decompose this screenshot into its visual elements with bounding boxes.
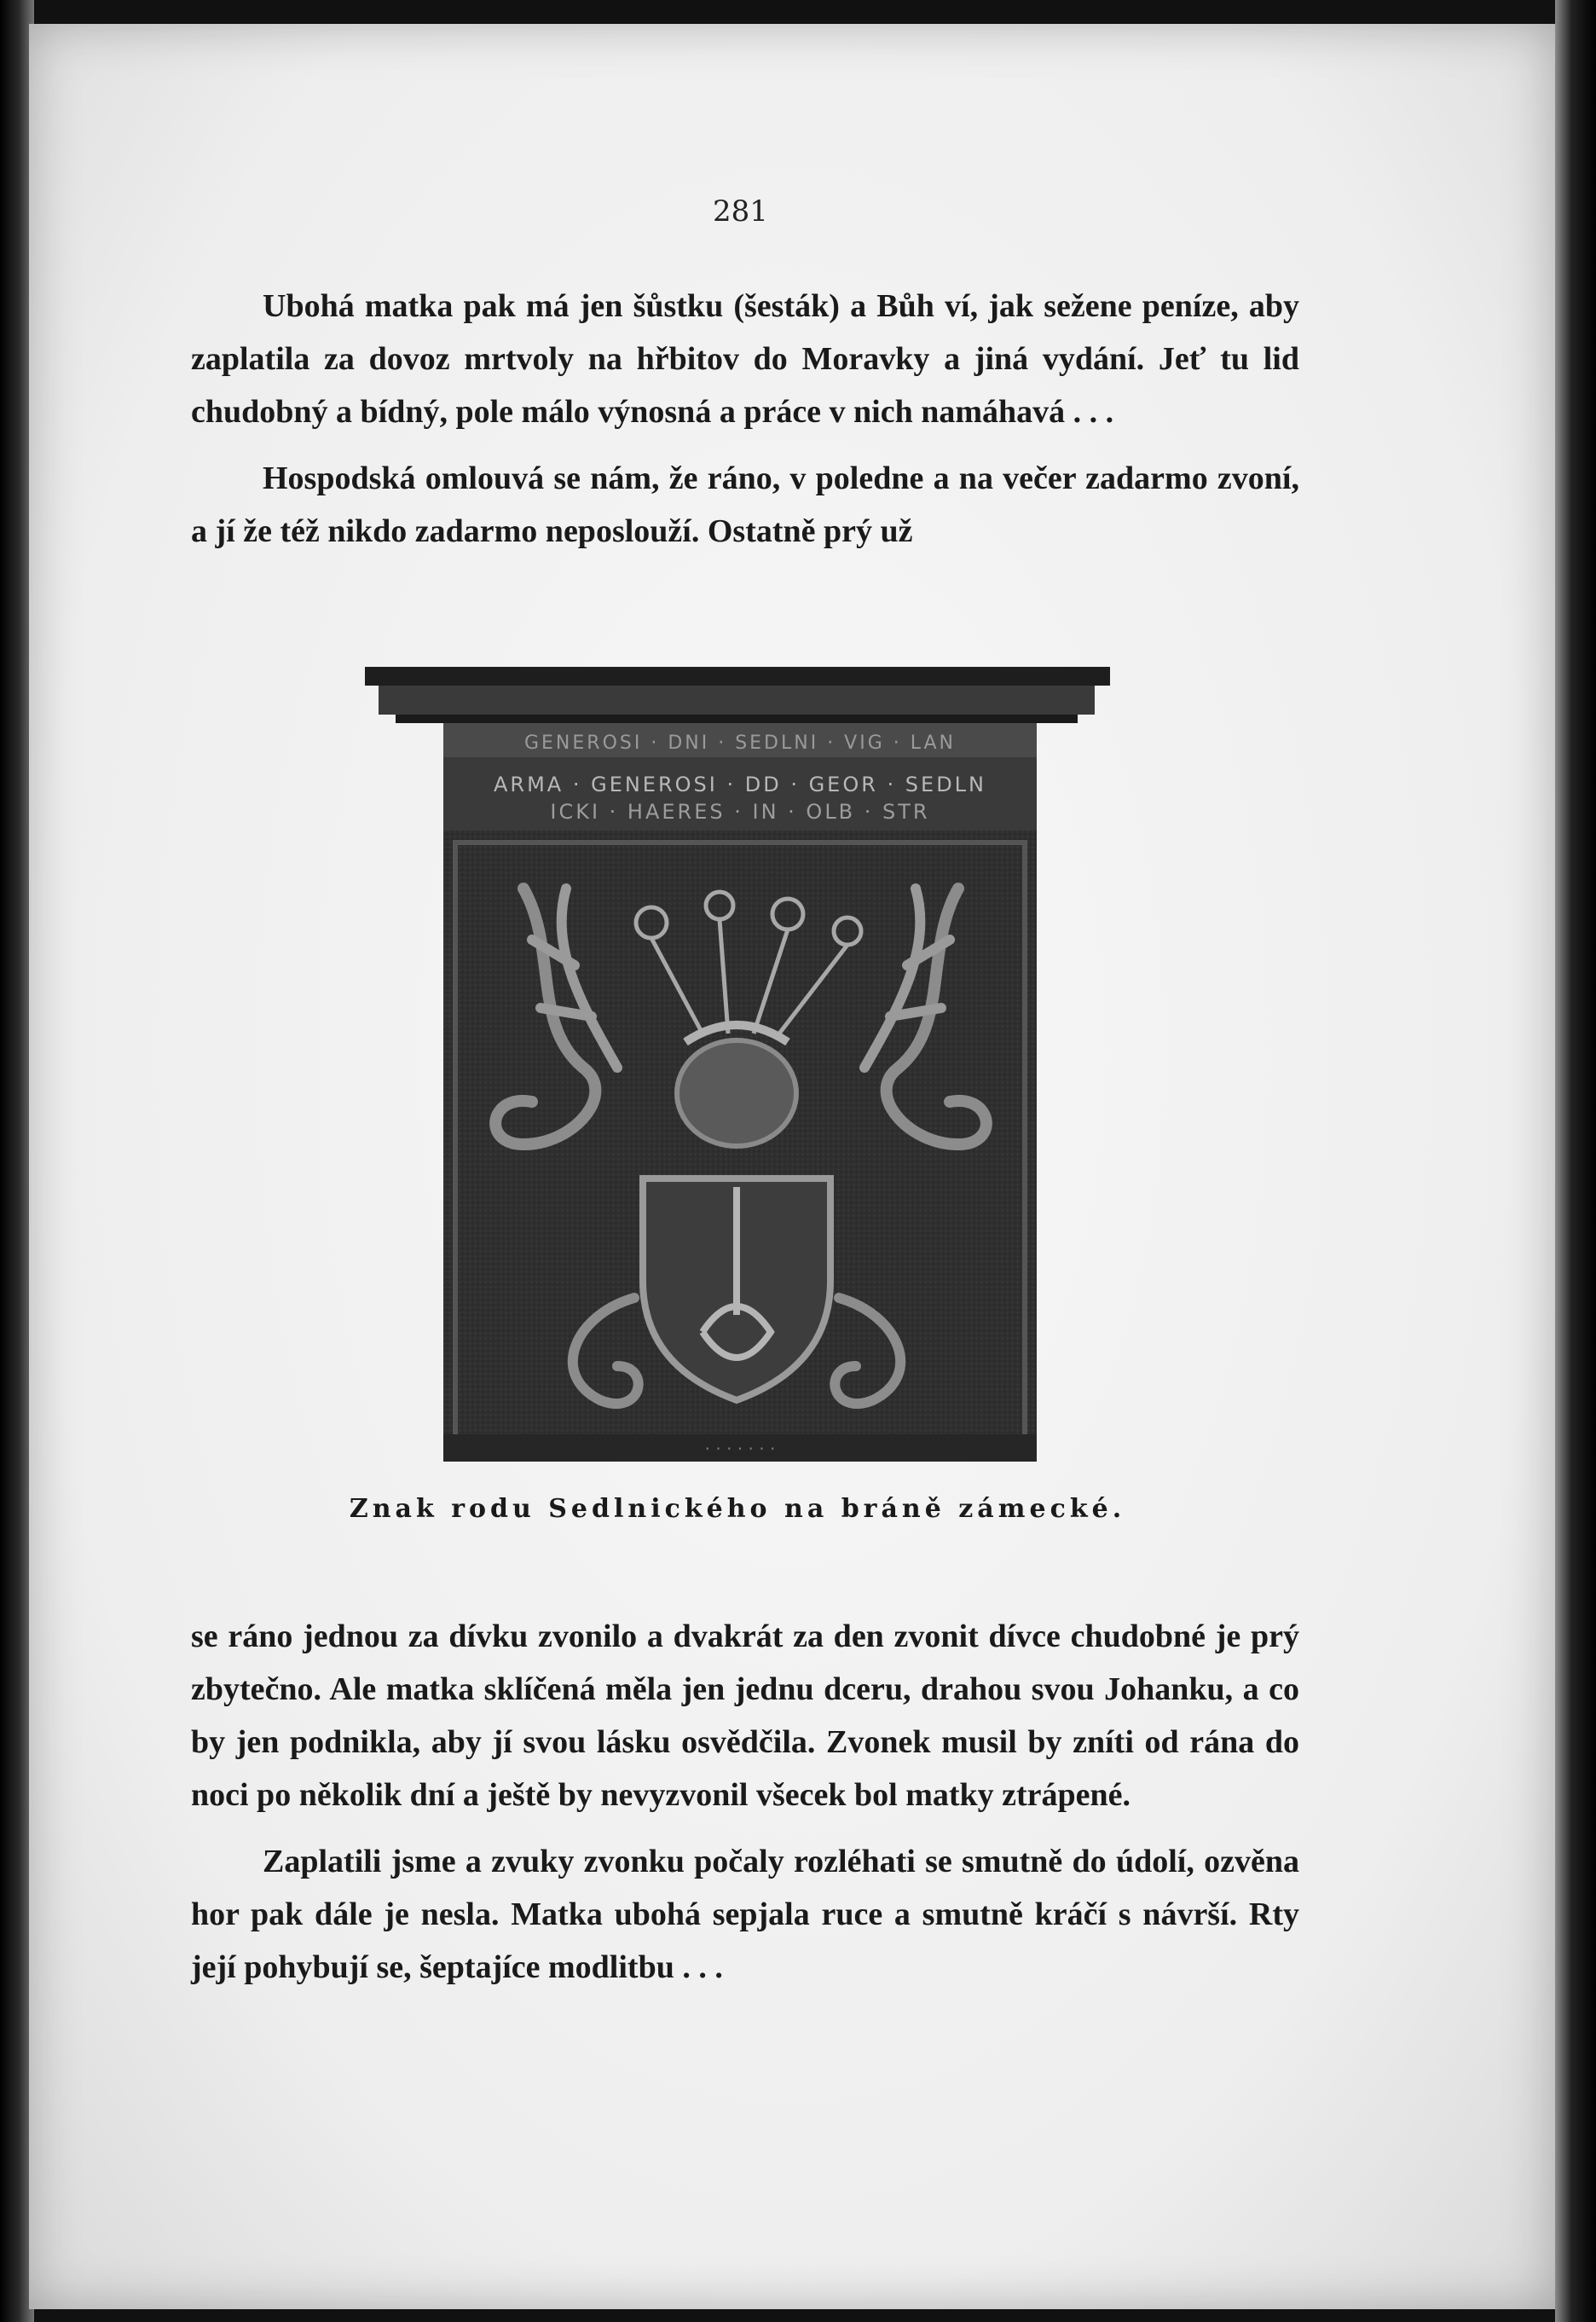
paragraph: se ráno jednou za dívku zvonilo a dvakrát za den zvonit dívce chudobné je prý zbytečno. Ale matka sklíčená měla jen jednu dceru, drahou svou Johanku, a co by jen podnikla, aby jí svou lásku osvědčila. Zvonek musil by zníti od rána do noci po několik dní a ještě by nevyzvonil všecek bol matky ztrápené. bbox=[191, 1618, 1299, 1813]
right-binding-edge bbox=[1555, 0, 1596, 2322]
inscription-top: GENEROSI · DNI · SEDLNI · VIG · LAN bbox=[523, 733, 957, 754]
text-block-top bbox=[191, 280, 1299, 558]
paragraph: Zaplatili jsme a zvuky zvonku počaly rozléhati se smutně do údolí, ozvěna hor pak dále je nesla. Matka ubohá sepjala ruce a smutně kráčí s návrší. Rty její pohybují se, šeptajíce modlitbu . . . bbox=[191, 1844, 1299, 1985]
page-number: 281 bbox=[713, 194, 768, 229]
plate-cornice-lower bbox=[379, 686, 1095, 715]
inscription-line-2: ICKI · HAERES · IN · OLB · STR bbox=[550, 800, 930, 824]
coat-of-arms-illustration bbox=[361, 667, 1113, 1475]
paragraph: Ubohá matka pak má jen šůstku (šesták) a Bůh ví, jak sežene peníze, aby zaplatila za dovoz mrtvoly na hřbitov do Moravky a jiná vydání. Jeť tu lid chudobný a bídný, pole málo výnosná a práce v nich namáhavá . . . bbox=[191, 288, 1299, 430]
text-block-bottom bbox=[191, 1610, 1299, 1994]
plate-cornice bbox=[365, 667, 1110, 686]
helmet bbox=[677, 1040, 796, 1146]
inscription-bottom: · · · · · · · bbox=[704, 1439, 776, 1459]
inscription-line-1: ARMA · GENEROSI · DD · GEOR · SEDLN bbox=[493, 773, 987, 796]
plate-cornice-band bbox=[396, 715, 1078, 723]
paragraph: Hospodská omlouvá se nám, že ráno, v poledne a na večer zadarmo zvoní, a jí že též nikdo zadarmo neposlouží. Ostatně prý už bbox=[191, 460, 1299, 549]
figure-caption: Znak rodu Sedlnického na bráně zámecké. bbox=[349, 1494, 1126, 1524]
